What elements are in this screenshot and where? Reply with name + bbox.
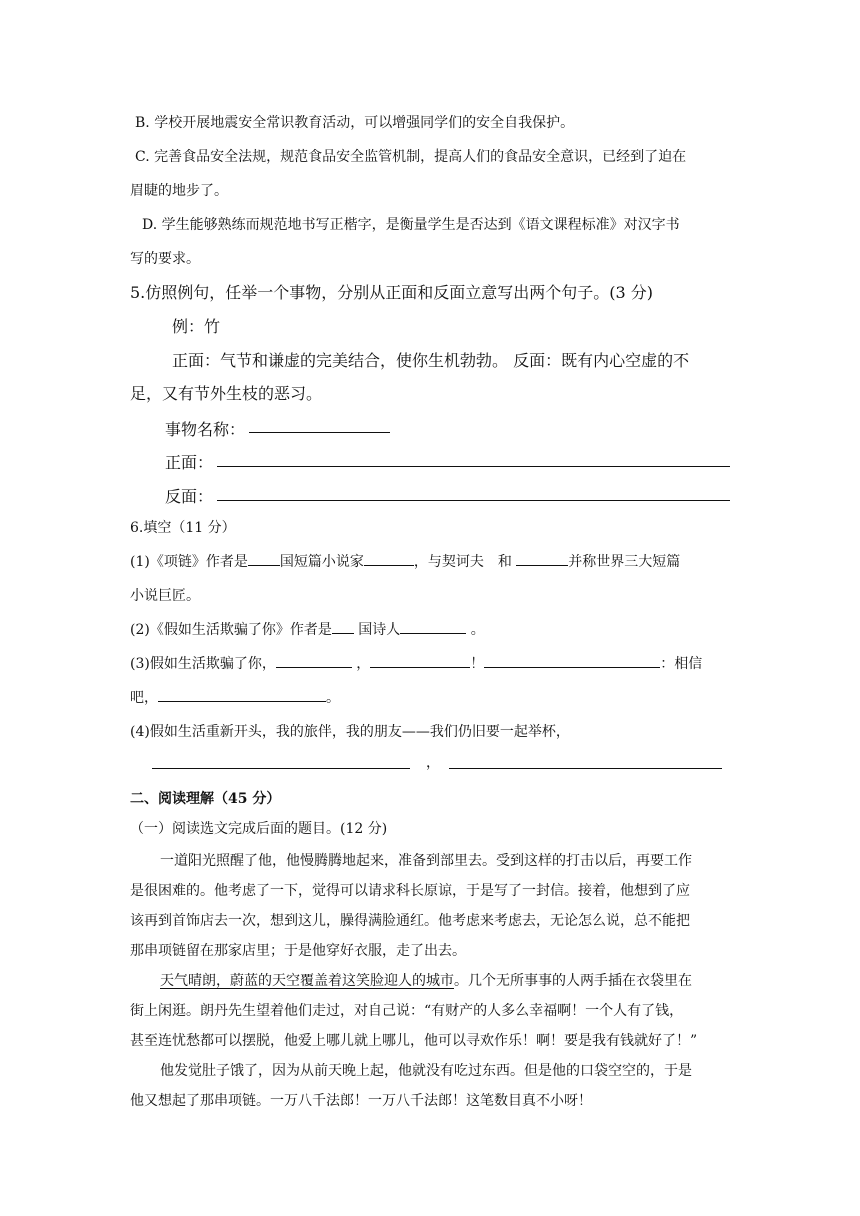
q6-item1-line1: (1)《项链》作者是 国短篇小说家 ，与契诃夫 和 并称世界三大短篇	[130, 551, 680, 571]
passage-p3-line2: 他又想起了那串项链。一万八千法郎！一万八千法郎！这笔数目真不小呀！	[130, 1093, 592, 1109]
blank[interactable]	[332, 619, 354, 634]
blank[interactable]	[516, 551, 568, 566]
q6-item1-line2: 小说巨匠。	[130, 588, 200, 604]
section2-heading: 二、阅读理解（45 分）	[130, 791, 281, 807]
q6-item3-line1: (3)假如生活欺骗了你， ， ！ ：相信	[130, 653, 702, 673]
blank[interactable]	[484, 653, 660, 668]
passage-p1-line1: 一道阳光照醒了他，他慢腾腾地起来，准备到部里去。受到这样的打击以后，再要工作	[160, 853, 692, 869]
q5-example: 例：竹	[172, 317, 221, 336]
q6-item2: (2)《假如生活欺骗了你》作者是 国诗人 。	[130, 619, 485, 639]
q6-item4-comma: ，	[426, 755, 440, 771]
q6-item4: (4)假如生活重新开头，我的旅伴，我的朋友——我们仍旧要一起举杯，	[130, 724, 570, 740]
blank[interactable]	[364, 551, 414, 566]
q5-negative-blank[interactable]	[217, 500, 730, 501]
q6-item4-blank2[interactable]	[449, 768, 722, 769]
passage-p1-line4: 那串项链留在那家店里；于是他穿好衣服，走了出去。	[130, 943, 466, 959]
passage-p2-line1: 天气晴朗，蔚蓝的天空覆盖着这笑脸迎人的城市。几个无所事事的人两手插在衣袋里在	[160, 973, 692, 989]
q5-positive-blank[interactable]	[217, 466, 730, 467]
q5-title: 5.仿照例句，任举一个事物，分别从正面和反面立意写出两个句子。(3 分)	[130, 283, 654, 302]
blank[interactable]	[400, 619, 466, 634]
q5-example-line2: 足，又有节外生枝的恶习。	[130, 384, 323, 403]
option-d-line1: D. 学生能够熟练而规范地书写正楷字，是衡量学生是否达到《语文课程标准》对汉字书	[142, 217, 680, 233]
q6-item4-blank1[interactable]	[152, 768, 410, 769]
q5-example-line1: 正面：气节和谦虚的完美结合，使你生机勃勃。 反面：既有内心空虚的不	[172, 351, 690, 370]
q6-item3-line2: 吧， 。	[130, 687, 340, 707]
q5-name-label: 事物名称：	[165, 420, 246, 439]
underlined-sentence: 天气晴朗，蔚蓝的天空覆盖着这笑脸迎人的城市	[160, 973, 454, 989]
blank[interactable]	[370, 653, 470, 668]
option-c-line1: C. 完善食品安全法规，规范食品安全监管机制，提高人们的食品安全意识，已经到了迫在	[135, 149, 687, 165]
passage-p2-line3: 甚至连忧愁都可以摆脱，他爱上哪儿就上哪儿，他可以寻欢作乐！啊！要是我有钱就好了！”	[130, 1033, 698, 1049]
q6-title: 6.填空（11 分）	[130, 520, 236, 536]
passage-p1-line3: 该再到首饰店去一次，想到这儿，臊得满脸通红。他考虑来考虑去，无论怎么说，总不能把	[130, 913, 690, 929]
passage-p2-line2: 街上闲逛。朗丹先生望着他们走过，对自己说：“有财产的人多么幸福啊！一个人有了钱，	[130, 1003, 684, 1019]
blank[interactable]	[158, 687, 326, 702]
blank[interactable]	[248, 551, 280, 566]
q5-negative-label: 反面：	[165, 487, 214, 506]
passage-p1-line2: 是很困难的。他考虑了一下，觉得可以请求科长原谅，于是写了一封信。接着，他想到了应	[130, 883, 690, 899]
passage-p3-line1: 他发觉肚子饿了，因为从前天晚上起，他就没有吃过东西。但是他的口袋空空的，于是	[160, 1063, 692, 1079]
blank[interactable]	[276, 653, 352, 668]
option-c-line2: 眉睫的地步了。	[130, 183, 228, 199]
option-b: B. 学校开展地震安全常识教育活动，可以增强同学们的安全自我保护。	[135, 115, 575, 131]
q5-name-blank[interactable]	[249, 432, 390, 433]
section2-sub-heading: （一）阅读选文完成后面的题目。(12 分)	[130, 821, 388, 837]
option-d-line2: 写的要求。	[130, 251, 200, 267]
q5-positive-label: 正面：	[165, 453, 214, 472]
